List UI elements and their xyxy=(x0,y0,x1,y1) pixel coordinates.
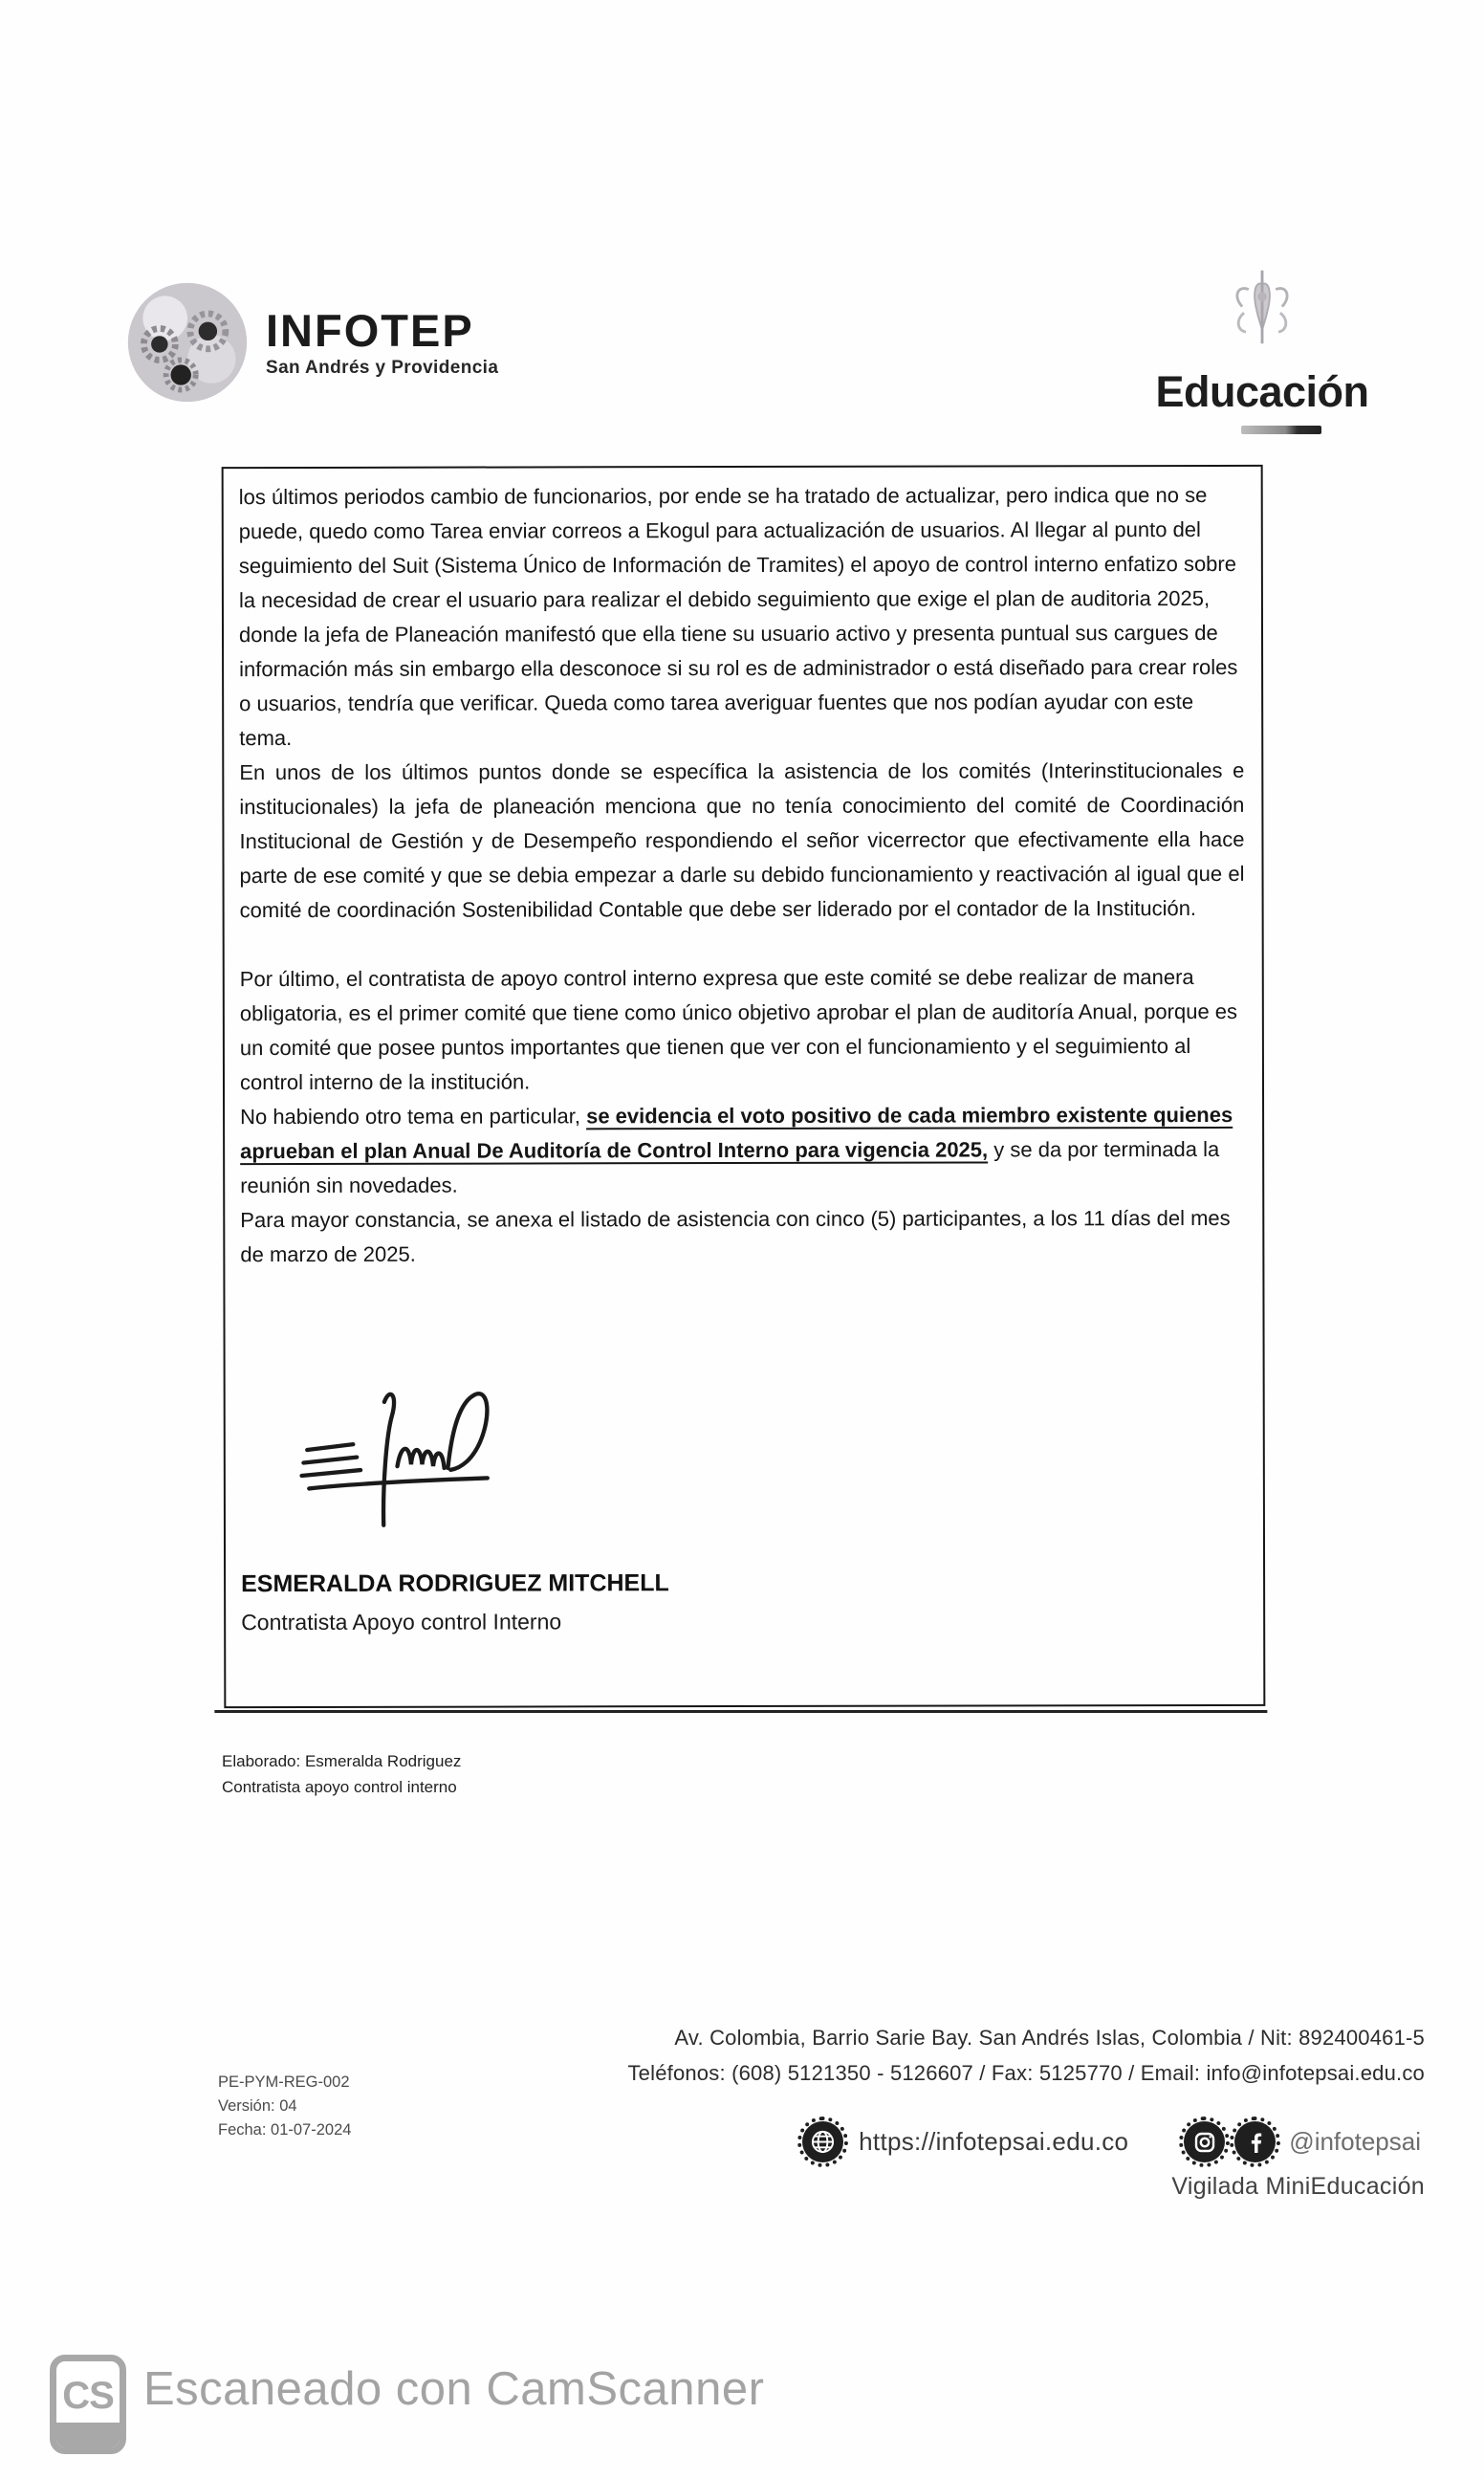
signatory-name: ESMERALDA RODRIGUEZ MITCHELL xyxy=(241,1569,669,1598)
instagram-icon xyxy=(1193,2131,1216,2154)
facebook-icon xyxy=(1244,2131,1267,2154)
camscanner-icon-bar xyxy=(56,2423,120,2447)
educacion-label: Educación xyxy=(1155,367,1369,416)
elaborado-line2: Contratista apoyo control interno xyxy=(222,1778,457,1796)
elaborado-line1: Elaborado: Esmeralda Rodriguez xyxy=(222,1752,462,1770)
globe-icon xyxy=(810,2129,836,2155)
elaborado-note xyxy=(222,1748,461,1800)
signature-image xyxy=(295,1374,534,1552)
website-url: https://infotepsai.edu.co xyxy=(859,2127,1129,2156)
footer-address: Av. Colombia, Barrio Sarie Bay. San Andrés Islas, Colombia / Nit: 892400461-5 xyxy=(674,2026,1425,2050)
camscanner-label: Escaneado con CamScanner xyxy=(143,2363,765,2415)
minutes-text-box xyxy=(222,465,1266,1708)
minutes-paragraph-1: los últimos periodos cambio de funcionarios, por ende se ha tratado de actualizar, pero indica que no se puede, quedo como Tarea enviar correos a Ekogul para actualización de usuarios. Al llegar al punto del seguimiento del Suit (Sistema Único de Información de Tramites) el apoyo de control interno enfatizo sobre la necesidad de crear el usuario para realizar el debido seguimiento que exige el plan de auditoria 2025, donde la jefa de Planeación manifestó que ella tiene su usuario activo y presenta puntual sus cargues de información más sin embargo ella desconoce si su rol es de administrador o está diseñado para crear roles o usuarios, tendría que verificar. Queda como tarea averiguar fuentes que nos podían ayudar con este tema. xyxy=(238,482,1238,751)
educacion-logo xyxy=(1143,266,1382,434)
infotep-name: INFOTEP xyxy=(266,305,474,356)
vigilada-label: Vigilada MiniEducación xyxy=(1171,2173,1425,2200)
doc-code: PE-PYM-REG-002 xyxy=(218,2073,350,2091)
globe-badge xyxy=(802,2121,843,2162)
doc-date: Fecha: 01-07-2024 xyxy=(218,2121,352,2139)
mineducacion-smudge xyxy=(1241,426,1321,434)
camscanner-icon xyxy=(50,2355,126,2454)
facebook-badge xyxy=(1234,2121,1276,2162)
approval-underlined-text: se evidencia el voto positivo de cada miembro existente quienes aprueban el plan Anual De Auditoría de Control Interno para vigencia 2025, xyxy=(240,1102,1233,1164)
footer-phones: Teléfonos: (608) 5121350 - 5126607 / Fax: 5125770 / Email: info@infotepsai.edu.co xyxy=(627,2061,1425,2085)
camscanner-icon-letters: CS xyxy=(62,2375,114,2417)
document-meta xyxy=(218,2071,351,2142)
minutes-paragraph-2: En unos de los últimos puntos donde se específica la asistencia de los comités (Interinstitucionales e institucionales) la jefa de planeación menciona que no tenía conocimiento del comité de Coordinación Institucional de Gestión y de Desempeño respondiendo el señor vicerrector que efectivamente ella hace parte de ese comité y que se debia empezar a darle su debido funcionamiento y reactivación al igual que el comité de coordinación Sostenibilidad Contable que debe ser liderado por el contador de la Institución. xyxy=(239,757,1245,923)
minutes-paragraph-4 xyxy=(240,1098,1245,1203)
minutes-paragraph-3: Por último, el contratista de apoyo control interno expresa que este comité se debe realizar de manera obligatoria, es el primer comité que tiene como único objetivo aprobar el plan de auditoría Anual, porque es un comité que posee puntos importantes que tienen que ver con el funcionamiento y el seguimiento al control interno de la institución. xyxy=(239,965,1238,1095)
infotep-logo xyxy=(122,275,498,409)
footer-contact-block xyxy=(627,2020,1425,2091)
doc-version: Versión: 04 xyxy=(218,2097,297,2115)
footer-web-row xyxy=(802,2121,1421,2162)
colombia-crest-icon xyxy=(1221,266,1303,365)
closing-statement-prefix: No habiendo otro tema en particular, xyxy=(240,1104,587,1130)
signatory-title: Contratista Apoyo control Interno xyxy=(241,1609,562,1635)
instagram-badge xyxy=(1184,2121,1225,2162)
closing-statement-suffix: y se da por terminada la reunión sin novedades. xyxy=(240,1136,1220,1198)
infotep-gears-icon xyxy=(122,275,252,409)
social-handle: @infotepsai xyxy=(1289,2127,1421,2156)
infotep-subtitle: San Andrés y Providencia xyxy=(266,358,499,378)
minutes-paragraph-5: Para mayor constancia, se anexa el listado de asistencia con cinco (5) participantes, a los 11 días del mes de marzo de 2025. xyxy=(240,1205,1231,1267)
